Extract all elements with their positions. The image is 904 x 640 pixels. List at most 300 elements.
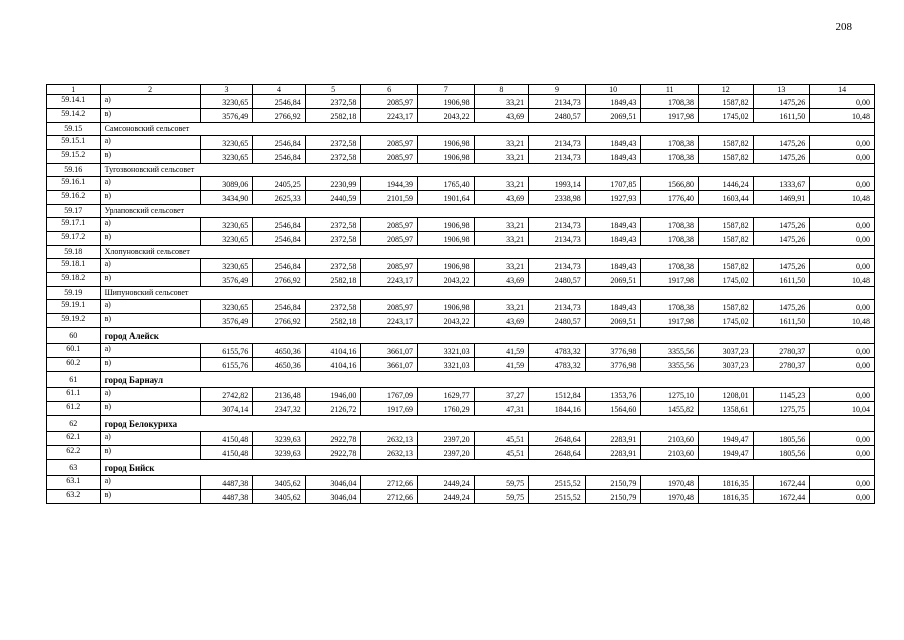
column-number-header: 8 [474,85,529,95]
table-cell: 2480,57 [529,109,586,123]
table-cell: 2085,97 [361,136,418,150]
table-body [47,85,875,504]
table-cell: 2546,84 [253,218,306,232]
table-cell: 2134,73 [529,218,586,232]
table-cell: 1446,24 [699,177,754,191]
table-cell: 1512,84 [529,388,586,402]
table-cell: 2397,20 [417,432,474,446]
table-cell: 37,27 [474,388,529,402]
table-cell: 1745,02 [699,273,754,287]
table-cell: 1708,38 [641,300,699,314]
row-code: 62.1 [47,432,101,446]
table-cell: 3321,03 [417,344,474,358]
table-cell: 2338,98 [529,191,586,205]
table-cell: 4650,36 [253,344,306,358]
table-row [47,314,875,328]
group-title: Хлопуновский сельсовет [100,246,874,259]
row-code: 61.1 [47,388,101,402]
table-cell: 2372,58 [305,218,361,232]
table-cell: 1475,26 [753,300,810,314]
table-row [47,432,875,446]
row-code: 59.16.2 [47,191,101,205]
table-row [47,300,875,314]
table-cell: 2085,97 [361,259,418,273]
group-header-row [47,287,875,300]
table-cell: 0,00 [810,177,875,191]
table-cell: 2069,51 [585,109,641,123]
table-cell: 1672,44 [753,476,810,490]
row-subitem: а) [100,177,200,191]
table-cell: 10,48 [810,314,875,328]
table-cell: 10,48 [810,273,875,287]
table-cell: 1455,82 [641,402,699,416]
table-cell: 1906,98 [417,136,474,150]
table-cell: 1844,16 [529,402,586,416]
table-cell: 0,00 [810,446,875,460]
group-title: Самсоновский сельсовет [100,123,874,136]
table-cell: 3230,65 [200,300,253,314]
table-cell: 1849,43 [585,232,641,246]
table-cell: 2582,18 [305,273,361,287]
table-cell: 2515,52 [529,476,586,490]
group-title: Урлаповский сельсовет [100,205,874,218]
table-cell: 2372,58 [305,95,361,109]
table-cell: 1587,82 [699,300,754,314]
group-title: город Алейск [100,328,874,344]
table-row [47,150,875,164]
row-subitem: а) [100,259,200,273]
table-cell: 0,00 [810,300,875,314]
table-cell: 3355,56 [641,344,699,358]
column-number-header: 4 [253,85,306,95]
table-cell: 41,59 [474,358,529,372]
table-cell: 2243,17 [361,109,418,123]
table-cell: 2283,91 [585,446,641,460]
table-cell: 0,00 [810,259,875,273]
table-cell: 1917,69 [361,402,418,416]
table-cell: 2101,59 [361,191,418,205]
row-code: 63 [47,460,101,476]
table-cell: 3239,63 [253,446,306,460]
row-code: 61 [47,372,101,388]
tariff-table [46,84,875,504]
column-number-header: 7 [417,85,474,95]
table-row [47,402,875,416]
table-cell: 2582,18 [305,314,361,328]
row-subitem: в) [100,358,200,372]
row-subitem: в) [100,109,200,123]
table-cell: 1333,67 [753,177,810,191]
table-cell: 3046,04 [305,490,361,504]
table-cell: 1708,38 [641,232,699,246]
group-header-row [47,205,875,218]
table-row [47,446,875,460]
table-cell: 1805,56 [753,432,810,446]
table-cell: 0,00 [810,136,875,150]
table-cell: 2134,73 [529,150,586,164]
table-cell: 47,31 [474,402,529,416]
table-cell: 2134,73 [529,259,586,273]
table-cell: 45,51 [474,432,529,446]
table-cell: 33,21 [474,218,529,232]
table-cell: 2134,73 [529,300,586,314]
table-cell: 6155,76 [200,358,253,372]
row-code: 62.2 [47,446,101,460]
row-code: 59.15 [47,123,101,136]
table-row [47,273,875,287]
table-cell: 3576,49 [200,273,253,287]
row-code: 59.16.1 [47,177,101,191]
row-subitem: а) [100,432,200,446]
table-cell: 1707,85 [585,177,641,191]
row-subitem: а) [100,388,200,402]
table-cell: 1906,98 [417,300,474,314]
table-cell: 2347,32 [253,402,306,416]
group-header-row [47,246,875,259]
table-cell: 1849,43 [585,95,641,109]
row-code: 60.1 [47,344,101,358]
table-cell: 0,00 [810,476,875,490]
table-cell: 4487,38 [200,476,253,490]
table-cell: 1816,35 [699,490,754,504]
table-cell: 33,21 [474,300,529,314]
table-cell: 1816,35 [699,476,754,490]
row-subitem: а) [100,300,200,314]
table-cell: 2480,57 [529,314,586,328]
table-cell: 1906,98 [417,232,474,246]
column-number-header: 2 [100,85,200,95]
group-title: город Барнаул [100,372,874,388]
table-cell: 3776,98 [585,358,641,372]
row-code: 59.19.2 [47,314,101,328]
table-cell: 1708,38 [641,150,699,164]
table-row [47,259,875,273]
group-title: город Белокуриха [100,416,874,432]
table-cell: 2043,22 [417,314,474,328]
table-cell: 2126,72 [305,402,361,416]
table-cell: 33,21 [474,150,529,164]
table-cell: 1611,50 [753,273,810,287]
table-cell: 3576,49 [200,314,253,328]
table-cell: 1745,02 [699,109,754,123]
table-cell: 43,69 [474,314,529,328]
table-cell: 33,21 [474,232,529,246]
table-cell: 33,21 [474,259,529,273]
table-cell: 1760,29 [417,402,474,416]
table-cell: 4650,36 [253,358,306,372]
table-cell: 2780,37 [753,344,810,358]
group-header-row [47,164,875,177]
table-cell: 3321,03 [417,358,474,372]
table-cell: 1611,50 [753,314,810,328]
row-subitem: в) [100,314,200,328]
table-cell: 1469,91 [753,191,810,205]
table-cell: 3661,07 [361,344,418,358]
table-cell: 59,75 [474,490,529,504]
table-cell: 3037,23 [699,344,754,358]
table-cell: 1708,38 [641,259,699,273]
table-cell: 0,00 [810,218,875,232]
table-cell: 3230,65 [200,136,253,150]
row-code: 59.18 [47,246,101,259]
table-cell: 2134,73 [529,95,586,109]
table-cell: 1603,44 [699,191,754,205]
table-cell: 1708,38 [641,136,699,150]
table-cell: 43,69 [474,273,529,287]
table-row [47,136,875,150]
table-cell: 2043,22 [417,273,474,287]
table-cell: 1564,60 [585,402,641,416]
table-cell: 1970,48 [641,490,699,504]
table-cell: 2712,66 [361,490,418,504]
row-code: 59.17.1 [47,218,101,232]
table-row [47,344,875,358]
table-cell: 2103,60 [641,446,699,460]
table-cell: 2546,84 [253,150,306,164]
table-cell: 0,00 [810,432,875,446]
row-subitem: в) [100,232,200,246]
column-number-header: 11 [641,85,699,95]
table-cell: 1145,23 [753,388,810,402]
table-row [47,218,875,232]
table-cell: 0,00 [810,150,875,164]
row-subitem: в) [100,273,200,287]
table-cell: 1949,47 [699,432,754,446]
table-cell: 2922,78 [305,446,361,460]
table-cell: 1917,98 [641,314,699,328]
table-cell: 59,75 [474,476,529,490]
table-cell: 10,04 [810,402,875,416]
column-number-header: 14 [810,85,875,95]
table-cell: 4783,32 [529,344,586,358]
table-cell: 0,00 [810,490,875,504]
table-cell: 2780,37 [753,358,810,372]
table-cell: 2546,84 [253,232,306,246]
table-cell: 2230,99 [305,177,361,191]
row-subitem: в) [100,191,200,205]
table-row [47,358,875,372]
table-cell: 1849,43 [585,259,641,273]
table-cell: 2243,17 [361,314,418,328]
table-cell: 3046,04 [305,476,361,490]
table-cell: 1587,82 [699,95,754,109]
table-cell: 0,00 [810,95,875,109]
column-number-header: 9 [529,85,586,95]
table-cell: 2766,92 [253,314,306,328]
table-cell: 33,21 [474,136,529,150]
row-code: 59.15.1 [47,136,101,150]
table-cell: 2766,92 [253,109,306,123]
table-cell: 3089,06 [200,177,253,191]
table-cell: 2283,91 [585,432,641,446]
table-cell: 2085,97 [361,300,418,314]
table-row [47,191,875,205]
table-cell: 1917,98 [641,273,699,287]
table-cell: 1776,40 [641,191,699,205]
table-cell: 1708,38 [641,95,699,109]
table-cell: 1970,48 [641,476,699,490]
table-cell: 1475,26 [753,232,810,246]
row-code: 59.16 [47,164,101,177]
table-cell: 3230,65 [200,259,253,273]
table-cell: 0,00 [810,358,875,372]
group-header-row [47,372,875,388]
table-cell: 2648,64 [529,432,586,446]
table-cell: 3405,62 [253,490,306,504]
row-code: 62 [47,416,101,432]
table-cell: 10,48 [810,109,875,123]
table-cell: 4783,32 [529,358,586,372]
group-title: Тугозвоновский сельсовет [100,164,874,177]
row-code: 63.1 [47,476,101,490]
row-code: 59.14.1 [47,95,101,109]
table-cell: 2150,79 [585,476,641,490]
table-cell: 1475,26 [753,136,810,150]
table-cell: 2449,24 [417,476,474,490]
row-code: 59.18.1 [47,259,101,273]
table-cell: 1906,98 [417,95,474,109]
table-cell: 1475,26 [753,150,810,164]
table-cell: 3037,23 [699,358,754,372]
row-subitem: а) [100,136,200,150]
column-number-header: 3 [200,85,253,95]
table-cell: 1358,61 [699,402,754,416]
table-cell: 4104,16 [305,344,361,358]
table-cell: 3230,65 [200,150,253,164]
table-cell: 2069,51 [585,273,641,287]
table-cell: 2085,97 [361,150,418,164]
table-cell: 3230,65 [200,232,253,246]
table-cell: 2134,73 [529,232,586,246]
table-cell: 2742,82 [200,388,253,402]
table-cell: 2712,66 [361,476,418,490]
column-number-header-row [47,85,875,95]
table-cell: 3405,62 [253,476,306,490]
table-cell: 1906,98 [417,259,474,273]
row-subitem: а) [100,95,200,109]
table-cell: 2243,17 [361,273,418,287]
table-cell: 1708,38 [641,218,699,232]
table-cell: 1275,10 [641,388,699,402]
row-code: 59.14.2 [47,109,101,123]
table-cell: 1587,82 [699,259,754,273]
table-cell: 2085,97 [361,218,418,232]
table-cell: 3355,56 [641,358,699,372]
group-header-row [47,460,875,476]
table-cell: 3074,14 [200,402,253,416]
table-cell: 0,00 [810,388,875,402]
table-cell: 3230,65 [200,218,253,232]
table-cell: 2085,97 [361,232,418,246]
table-cell: 1629,77 [417,388,474,402]
table-cell: 1745,02 [699,314,754,328]
table-cell: 1475,26 [753,95,810,109]
table-cell: 2449,24 [417,490,474,504]
column-number-header: 6 [361,85,418,95]
table-row [47,490,875,504]
table-cell: 33,21 [474,95,529,109]
table-cell: 0,00 [810,232,875,246]
table-cell: 2440,59 [305,191,361,205]
table-row [47,109,875,123]
row-subitem: в) [100,402,200,416]
table-cell: 1927,93 [585,191,641,205]
table-cell: 3239,63 [253,432,306,446]
table-cell: 1849,43 [585,150,641,164]
column-number-header: 5 [305,85,361,95]
table-cell: 45,51 [474,446,529,460]
table-cell: 2922,78 [305,432,361,446]
table-cell: 1566,80 [641,177,699,191]
table-cell: 2134,73 [529,136,586,150]
table-cell: 1849,43 [585,218,641,232]
table-cell: 2372,58 [305,232,361,246]
page-number: 208 [835,21,852,33]
table-cell: 2103,60 [641,432,699,446]
group-header-row [47,416,875,432]
table-cell: 1949,47 [699,446,754,460]
table-cell: 1611,50 [753,109,810,123]
row-subitem: а) [100,344,200,358]
table-cell: 43,69 [474,191,529,205]
table-cell: 4487,38 [200,490,253,504]
table-cell: 1917,98 [641,109,699,123]
table-cell: 2766,92 [253,273,306,287]
table-cell: 1587,82 [699,232,754,246]
group-title: Шипуновский сельсовет [100,287,874,300]
table-cell: 2515,52 [529,490,586,504]
table-cell: 2136,48 [253,388,306,402]
table-cell: 2372,58 [305,259,361,273]
table-cell: 1475,26 [753,218,810,232]
table-cell: 1275,75 [753,402,810,416]
table-row [47,388,875,402]
table-cell: 2085,97 [361,95,418,109]
row-code: 59.17 [47,205,101,218]
table-cell: 2069,51 [585,314,641,328]
table-cell: 43,69 [474,109,529,123]
row-subitem: в) [100,490,200,504]
row-subitem: а) [100,476,200,490]
table-cell: 0,00 [810,344,875,358]
table-cell: 6155,76 [200,344,253,358]
row-code: 59.17.2 [47,232,101,246]
table-cell: 2546,84 [253,259,306,273]
table-cell: 2480,57 [529,273,586,287]
row-code: 60 [47,328,101,344]
table-cell: 10,48 [810,191,875,205]
row-subitem: в) [100,446,200,460]
table-cell: 3230,65 [200,95,253,109]
table-cell: 2632,13 [361,432,418,446]
table-row [47,177,875,191]
table-row [47,232,875,246]
table-cell: 1587,82 [699,218,754,232]
table-cell: 1672,44 [753,490,810,504]
table-cell: 1805,56 [753,446,810,460]
table-cell: 2397,20 [417,446,474,460]
table-cell: 3661,07 [361,358,418,372]
table-cell: 2372,58 [305,300,361,314]
table-cell: 41,59 [474,344,529,358]
table-cell: 1946,00 [305,388,361,402]
table-cell: 1849,43 [585,300,641,314]
table-cell: 2546,84 [253,300,306,314]
table-cell: 3434,90 [200,191,253,205]
group-title: город Бийск [100,460,874,476]
table-cell: 4150,48 [200,432,253,446]
table-cell: 1587,82 [699,150,754,164]
